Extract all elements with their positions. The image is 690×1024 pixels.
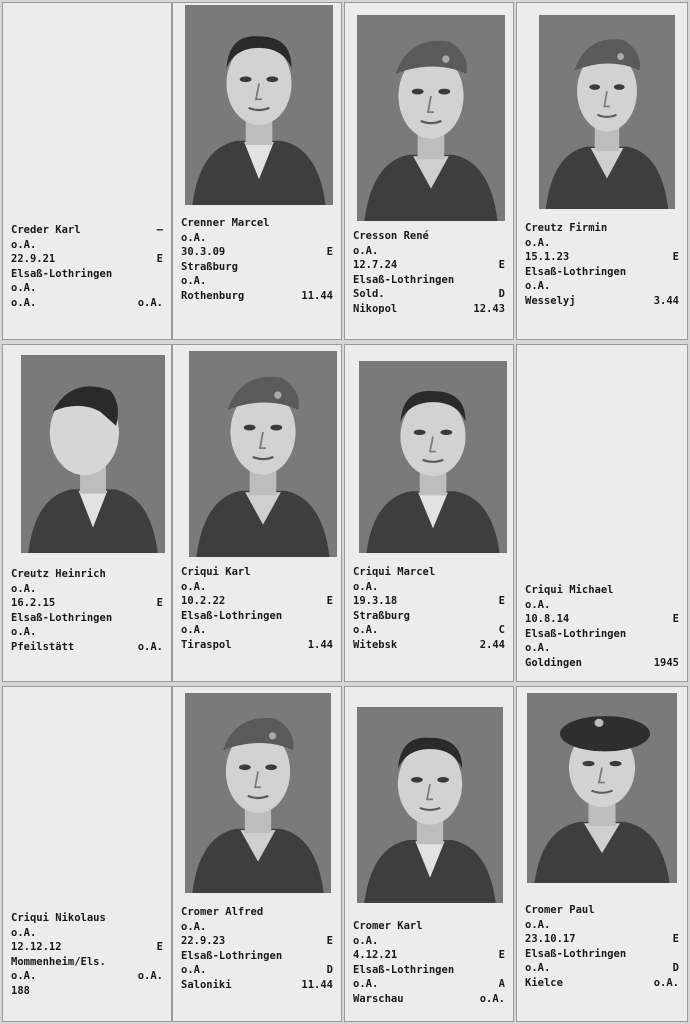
rank-line-text: o.A. bbox=[11, 970, 37, 983]
death-place-line-text: Rothenburg bbox=[181, 289, 245, 302]
record-details bbox=[181, 905, 333, 993]
birth-date-line bbox=[181, 245, 333, 260]
birthplace-line bbox=[181, 949, 333, 964]
name-line bbox=[181, 905, 333, 920]
birth-date-line-value: E bbox=[156, 253, 163, 266]
name-line-text: Creder Karl bbox=[11, 224, 81, 236]
death-place-line-value: 11.44 bbox=[301, 289, 333, 302]
birthplace-line-text: Elsaß-Lothringen bbox=[11, 611, 113, 624]
unit-line-text: o.A. bbox=[11, 926, 37, 939]
birth-date-line-text: 30.3.09 bbox=[181, 246, 226, 259]
unit-line bbox=[181, 920, 333, 935]
name-line-text: Cromer Alfred bbox=[181, 906, 264, 918]
portrait-photo bbox=[357, 707, 503, 903]
birthplace-line bbox=[353, 963, 505, 978]
birth-date-line bbox=[525, 612, 679, 627]
death-place-line bbox=[11, 296, 163, 311]
record-details bbox=[525, 903, 679, 991]
birthplace-line bbox=[525, 627, 679, 642]
rank-line bbox=[525, 961, 679, 976]
death-place-line-value: 1945 bbox=[653, 656, 679, 669]
rank-line-value: o.A. bbox=[137, 970, 163, 983]
rank-line bbox=[353, 977, 505, 992]
record-card bbox=[516, 344, 688, 682]
rank-line-text: o.A. bbox=[11, 626, 37, 639]
birth-date-line bbox=[353, 258, 505, 273]
birth-date-line-text: 10.8.14 bbox=[525, 613, 570, 626]
rank-line-text: o.A. bbox=[181, 275, 207, 288]
name-line-text: Creutz Heinrich bbox=[11, 568, 106, 580]
rank-line-text: o.A. bbox=[11, 282, 37, 295]
death-place-line-text: Warschau bbox=[353, 992, 404, 1005]
name-line bbox=[353, 919, 505, 934]
death-place-line-value: 3.44 bbox=[653, 294, 679, 307]
birth-date-line-text: 12.7.24 bbox=[353, 259, 398, 272]
death-place-line bbox=[353, 638, 505, 653]
birthplace-line bbox=[11, 955, 163, 970]
name-line-text: Crenner Marcel bbox=[181, 217, 270, 229]
death-place-line-value: 2.44 bbox=[479, 638, 505, 651]
rank-line bbox=[181, 623, 333, 638]
rank-line bbox=[181, 963, 333, 978]
record-details bbox=[11, 911, 163, 999]
portrait-photo bbox=[359, 361, 507, 553]
death-place-line-text: o.A. bbox=[11, 296, 37, 309]
name-line-text: Cresson René bbox=[353, 230, 429, 242]
rank-line-value: A bbox=[498, 978, 505, 991]
birth-date-line-text: 16.2.15 bbox=[11, 597, 56, 610]
death-place-line-text: Nikopol bbox=[353, 302, 398, 315]
portrait-photo bbox=[189, 351, 337, 557]
name-line bbox=[353, 565, 505, 580]
birthplace-line-text: Elsaß-Lothringen bbox=[11, 267, 113, 280]
birth-date-line-value: E bbox=[672, 933, 679, 946]
name-line bbox=[11, 567, 163, 582]
unit-line bbox=[353, 244, 505, 259]
birth-date-line bbox=[11, 940, 163, 955]
birth-date-line-text: 10.2.22 bbox=[181, 595, 226, 608]
rank-line-value: D bbox=[326, 964, 333, 977]
death-place-line-text: Wesselyj bbox=[525, 294, 576, 307]
birthplace-line-text: Elsaß-Lothringen bbox=[525, 627, 627, 640]
rank-line bbox=[525, 279, 679, 294]
record-card bbox=[2, 686, 172, 1022]
unit-line bbox=[181, 580, 333, 595]
portrait-photo bbox=[357, 15, 505, 221]
unit-line bbox=[181, 231, 333, 246]
birth-date-line-text: 15.1.23 bbox=[525, 251, 570, 264]
unit-line bbox=[525, 236, 679, 251]
birth-date-line-value: E bbox=[326, 595, 333, 608]
portrait-photo bbox=[21, 355, 165, 553]
death-place-line bbox=[525, 656, 679, 671]
birth-date-line-value: E bbox=[326, 246, 333, 259]
death-place-line-text: Goldingen bbox=[525, 656, 582, 669]
unit-line-text: o.A. bbox=[181, 231, 207, 244]
unit-line-text: o.A. bbox=[525, 918, 551, 931]
rank-line-value: D bbox=[672, 962, 679, 975]
death-place-line-text: Kielce bbox=[525, 976, 563, 989]
birthplace-line bbox=[11, 611, 163, 626]
unit-line-text: o.A. bbox=[181, 920, 207, 933]
birthplace-line bbox=[353, 609, 505, 624]
birth-date-line bbox=[525, 932, 679, 947]
portrait-photo bbox=[185, 693, 331, 893]
death-place-line-value: o.A. bbox=[137, 296, 163, 309]
rank-line-text: o.A. bbox=[353, 978, 379, 991]
death-place-line bbox=[181, 638, 333, 653]
unit-line bbox=[525, 598, 679, 613]
record-card bbox=[344, 2, 514, 340]
birthplace-line-text: Elsaß-Lothringen bbox=[353, 963, 455, 976]
rank-line-text: o.A. bbox=[181, 624, 207, 637]
rank-line bbox=[11, 625, 163, 640]
death-place-line bbox=[181, 978, 333, 993]
name-line-text: Criqui Michael bbox=[525, 584, 614, 596]
birth-date-line-text: 4.12.21 bbox=[353, 949, 398, 962]
record-details bbox=[181, 216, 333, 304]
portrait-photo bbox=[527, 693, 677, 883]
record-card bbox=[516, 686, 688, 1022]
birthplace-line bbox=[525, 947, 679, 962]
birth-date-line bbox=[11, 596, 163, 611]
rank-line-text: o.A. bbox=[353, 624, 379, 637]
record-card bbox=[172, 2, 342, 340]
birth-date-line-text: 22.9.23 bbox=[181, 935, 226, 948]
unit-line-text: o.A. bbox=[353, 580, 379, 593]
death-place-line-text: Tiraspol bbox=[181, 638, 232, 651]
unit-line-text: o.A. bbox=[181, 580, 207, 593]
birth-date-line-value: E bbox=[498, 259, 505, 272]
rank-line-text: o.A. bbox=[525, 962, 551, 975]
birth-date-line-value: E bbox=[156, 597, 163, 610]
unit-line bbox=[11, 926, 163, 941]
death-place-line bbox=[181, 289, 333, 304]
rank-line-text: o.A. bbox=[525, 280, 551, 293]
death-place-line bbox=[525, 976, 679, 991]
unit-line-text: o.A. bbox=[11, 238, 37, 251]
record-card bbox=[2, 344, 172, 682]
name-line-text: Criqui Nikolaus bbox=[11, 912, 106, 924]
record-card bbox=[344, 686, 514, 1022]
record-card bbox=[172, 344, 342, 682]
record-card bbox=[516, 2, 688, 340]
name-line bbox=[11, 223, 163, 238]
death-place-line bbox=[353, 302, 505, 317]
record-details bbox=[353, 565, 505, 653]
death-place-line bbox=[353, 992, 505, 1007]
birth-date-line bbox=[11, 252, 163, 267]
record-details bbox=[525, 583, 679, 671]
birth-date-line-text: 12.12.12 bbox=[11, 941, 62, 954]
death-place-line-text: Pfeilstätt bbox=[11, 640, 75, 653]
death-place-line-text: Witebsk bbox=[353, 638, 398, 651]
rank-line-text: Sold. bbox=[353, 288, 385, 301]
record-details bbox=[181, 565, 333, 653]
rank-line bbox=[353, 623, 505, 638]
rank-line-value: C bbox=[498, 624, 505, 637]
rank-line bbox=[11, 281, 163, 296]
record-card bbox=[2, 2, 172, 340]
unit-line-text: o.A. bbox=[525, 236, 551, 249]
name-line-text: Creutz Firmin bbox=[525, 222, 608, 234]
birth-date-line-value: E bbox=[672, 251, 679, 264]
name-line-text: Cromer Karl bbox=[353, 920, 423, 932]
rank-line bbox=[11, 969, 163, 984]
birth-date-line-text: 23.10.17 bbox=[525, 933, 576, 946]
unit-line-text: o.A. bbox=[11, 582, 37, 595]
birth-date-line-text: 22.9.21 bbox=[11, 253, 56, 266]
rank-line-text: o.A. bbox=[525, 642, 551, 655]
birth-date-line bbox=[353, 948, 505, 963]
name-line-text: Cromer Paul bbox=[525, 904, 595, 916]
birthplace-line bbox=[181, 609, 333, 624]
birthplace-line-text: Elsaß-Lothringen bbox=[353, 273, 455, 286]
birth-date-line bbox=[181, 934, 333, 949]
unit-line-text: o.A. bbox=[353, 934, 379, 947]
birth-date-line-value: E bbox=[156, 941, 163, 954]
rank-line-value: D bbox=[498, 288, 505, 301]
birth-date-line bbox=[353, 594, 505, 609]
rank-line bbox=[181, 274, 333, 289]
unit-line bbox=[11, 238, 163, 253]
record-details bbox=[525, 221, 679, 309]
birthplace-line bbox=[353, 273, 505, 288]
portrait-photo bbox=[539, 15, 675, 209]
unit-line bbox=[353, 934, 505, 949]
death-place-line-text: Saloniki bbox=[181, 978, 232, 991]
death-place-line-value: 1.44 bbox=[307, 638, 333, 651]
unit-line bbox=[525, 918, 679, 933]
rank-line bbox=[353, 287, 505, 302]
unit-line bbox=[353, 580, 505, 595]
name-line-text: Criqui Karl bbox=[181, 566, 251, 578]
birthplace-line-text: Straßburg bbox=[181, 260, 238, 273]
record-card bbox=[172, 686, 342, 1022]
birthplace-line-text: Elsaß-Lothringen bbox=[181, 609, 283, 622]
death-place-line bbox=[525, 294, 679, 309]
name-line bbox=[11, 911, 163, 926]
birthplace-line-text: Elsaß-Lothringen bbox=[525, 947, 627, 960]
name-line-text: Criqui Marcel bbox=[353, 566, 436, 578]
death-place-line bbox=[11, 984, 163, 999]
rank-line-text: o.A. bbox=[181, 964, 207, 977]
record-details bbox=[11, 567, 163, 655]
record-details bbox=[353, 229, 505, 317]
unit-line bbox=[11, 582, 163, 597]
name-line bbox=[525, 221, 679, 236]
name-line bbox=[525, 903, 679, 918]
death-place-line-value: o.A. bbox=[479, 992, 505, 1005]
birthplace-line-text: Straßburg bbox=[353, 609, 410, 622]
name-line-value: – bbox=[156, 224, 163, 236]
record-details bbox=[353, 919, 505, 1007]
birth-date-line-text: 19.3.18 bbox=[353, 595, 398, 608]
birthplace-line bbox=[525, 265, 679, 280]
unit-line-text: o.A. bbox=[353, 244, 379, 257]
record-details bbox=[11, 223, 163, 311]
death-place-line-value: 12.43 bbox=[473, 302, 505, 315]
death-place-line-value: 11.44 bbox=[301, 978, 333, 991]
record-card bbox=[344, 344, 514, 682]
birthplace-line-text: Mommenheim/Els. bbox=[11, 955, 106, 968]
birthplace-line-text: Elsaß-Lothringen bbox=[181, 949, 283, 962]
death-place-line-value: o.A. bbox=[653, 976, 679, 989]
unit-line-text: o.A. bbox=[525, 598, 551, 611]
death-place-line bbox=[11, 640, 163, 655]
birth-date-line bbox=[181, 594, 333, 609]
name-line bbox=[353, 229, 505, 244]
birthplace-line bbox=[11, 267, 163, 282]
rank-line bbox=[525, 641, 679, 656]
death-place-line-value: o.A. bbox=[137, 640, 163, 653]
name-line bbox=[525, 583, 679, 598]
birth-date-line-value: E bbox=[498, 595, 505, 608]
birth-date-line-value: E bbox=[672, 613, 679, 626]
birth-date-line-value: E bbox=[498, 949, 505, 962]
death-place-line-text: 188 bbox=[11, 984, 30, 997]
name-line bbox=[181, 565, 333, 580]
name-line bbox=[181, 216, 333, 231]
birthplace-line bbox=[181, 260, 333, 275]
birth-date-line bbox=[525, 250, 679, 265]
birth-date-line-value: E bbox=[326, 935, 333, 948]
birthplace-line-text: Elsaß-Lothringen bbox=[525, 265, 627, 278]
portrait-photo bbox=[185, 5, 333, 205]
